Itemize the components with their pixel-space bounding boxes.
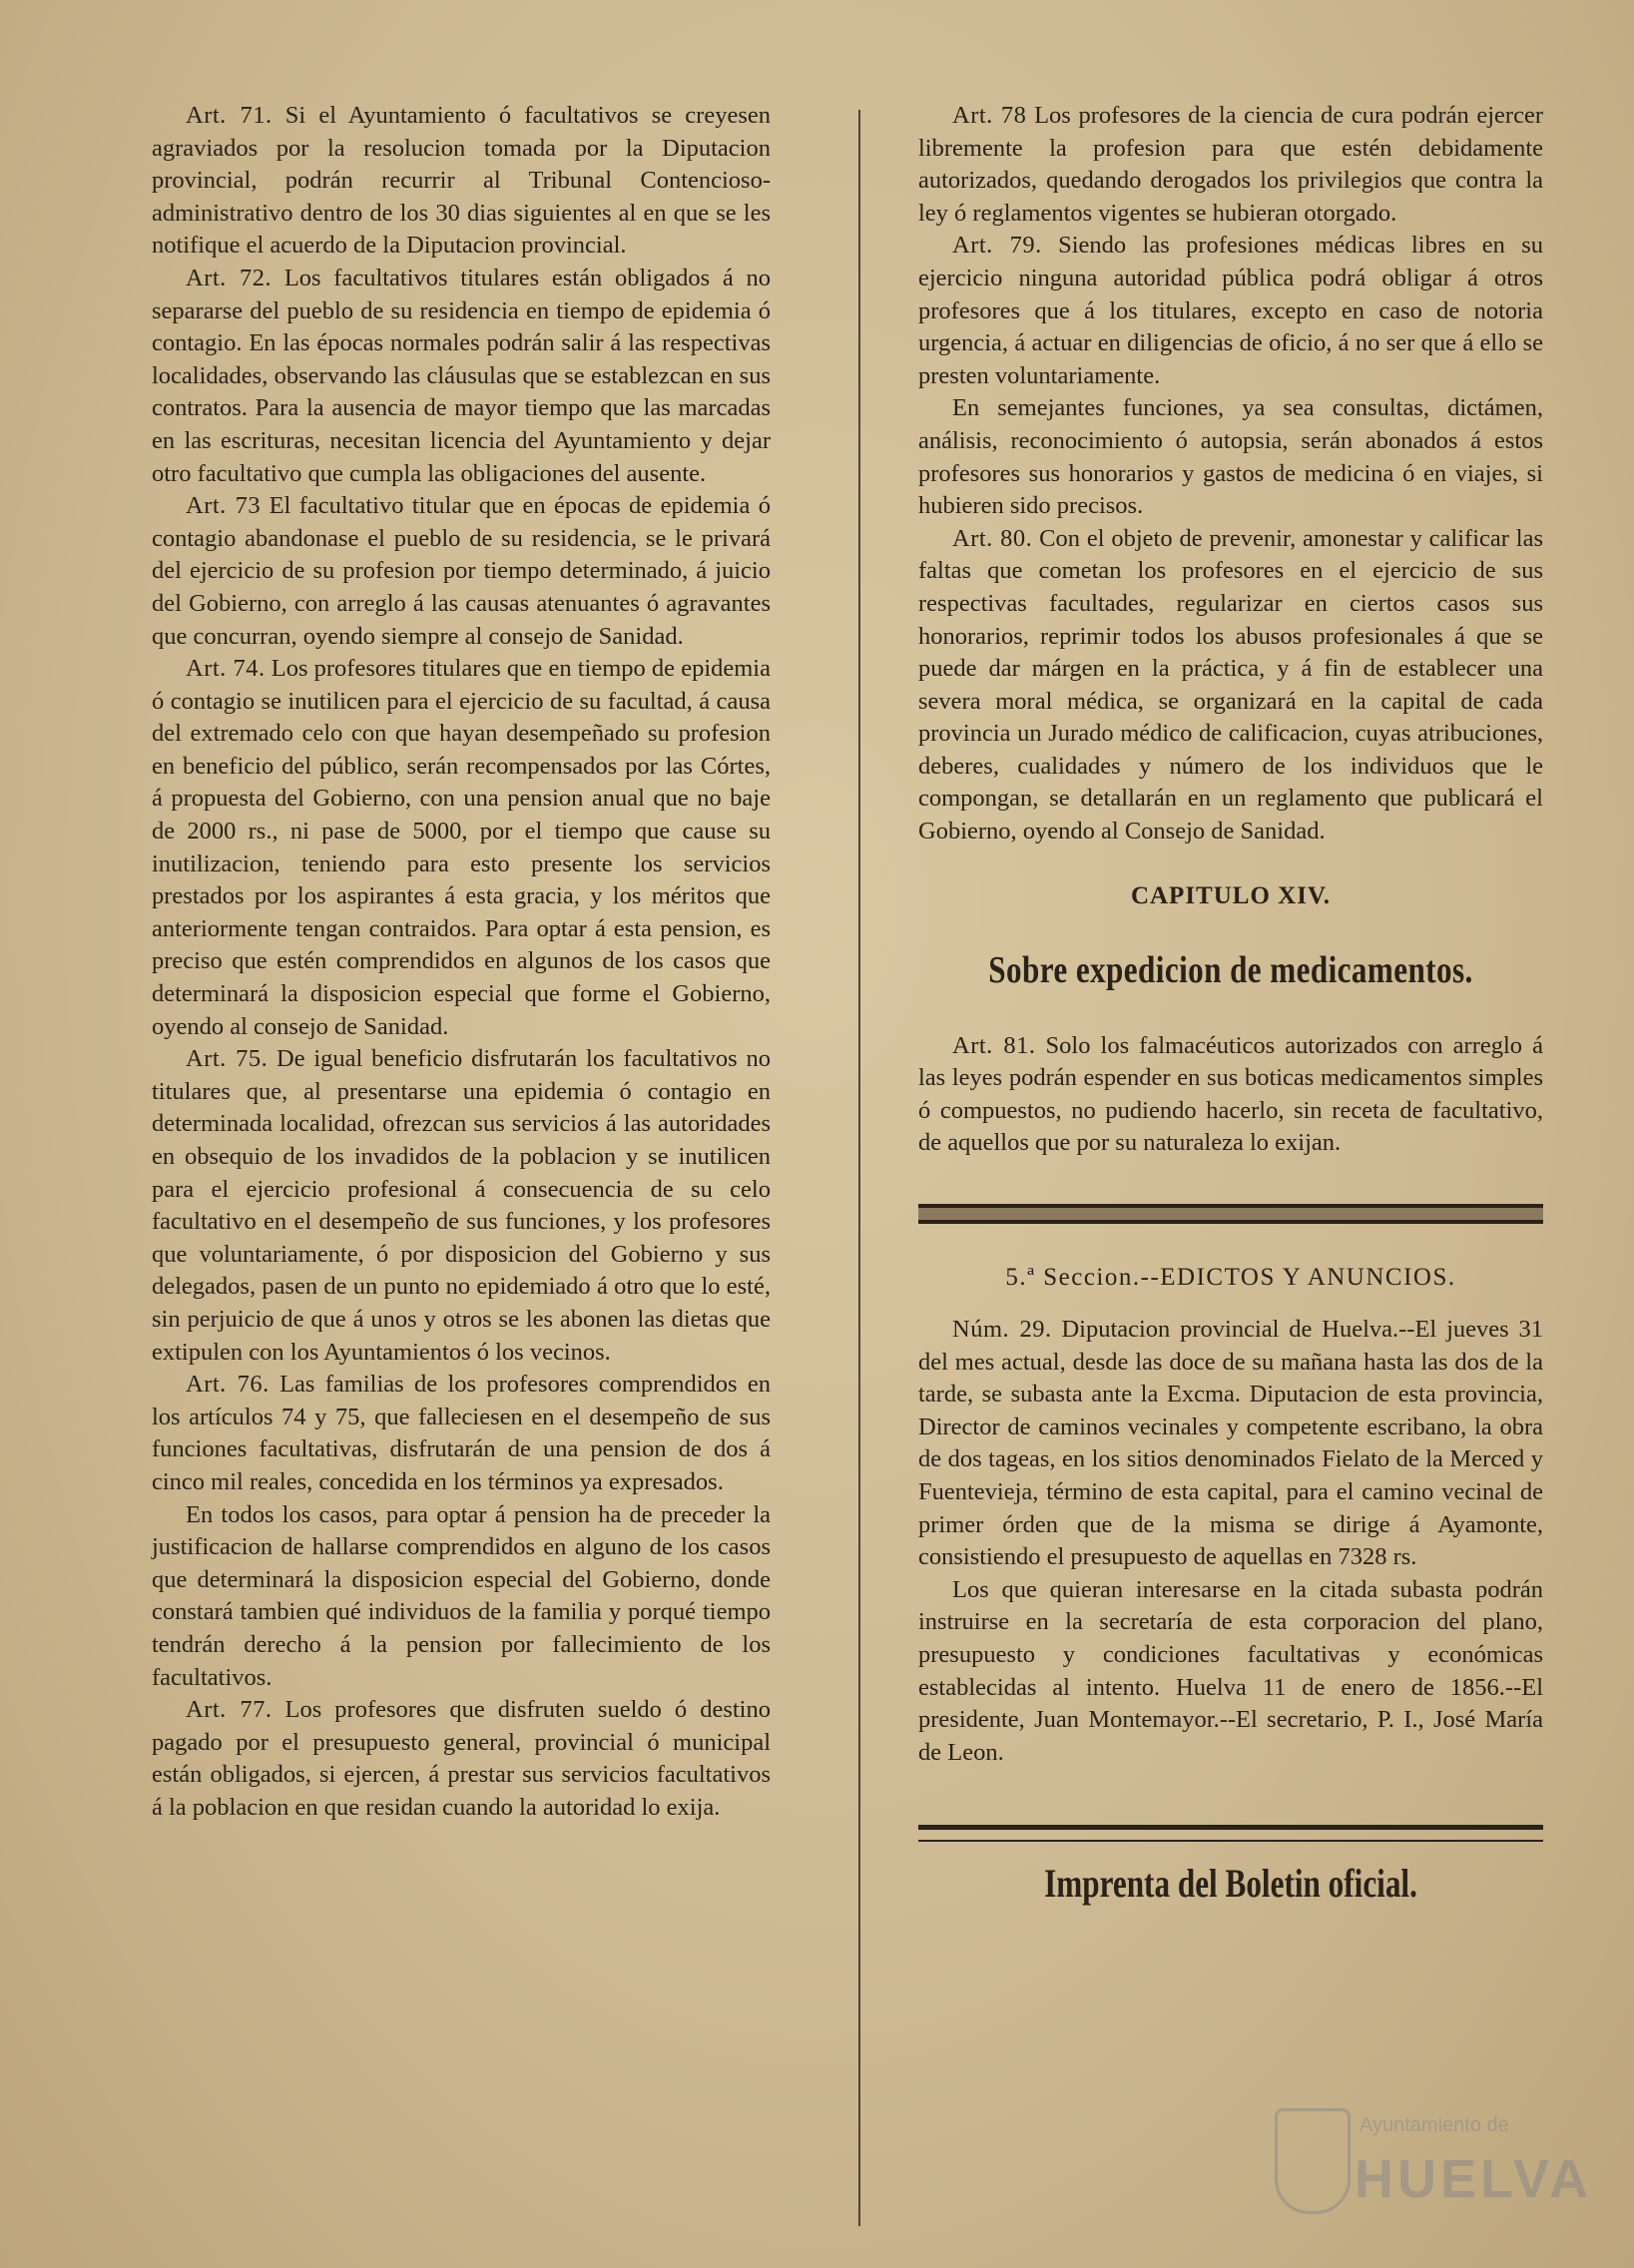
watermark-small-text: Ayuntamiento de	[1360, 2114, 1509, 2136]
article-74: Art. 74. Los profesores titulares que en tiempo de epidemia ó contagio se inutilicen para el ejercicio de su facultad, á causa del extremado celo con que hayan desempeñado su profesion en beneficio del público, serán recompensados por las Córtes, á propuesta del Gobierno, con una pension anual que no baje de 2000 rs., ni pase de 5000, por el tiempo que cause su inutilizacion, teniendo para esto presente los servicios prestados por los aspirantes á esta gracia, y los méritos que anteriormente tengan contraidos. Para optar á esta pension, es preciso que estén comprendidos en algunos de los casos que determinará la disposicion especial que forme el Gobierno, oyendo al consejo de Sanidad.	[152, 655, 771, 1040]
article-77: Art. 77. Los profesores que disfruten sueldo ó destino pagado por el presupuesto general, provincial ó municipal están obligados, si ejercen, á prestar sus servicios facultativos á la poblacion en que residan cuando la autoridad lo exija.	[152, 1696, 771, 1821]
article-80: Art. 80. Con el objeto de prevenir, amonestar y calificar las faltas que cometan los profesores en el ejercicio de sus respectivas facultades, regularizar en ciertos casos sus honorarios, reprimir todos los abusos profesionales á que se puede dar márgen en la práctica, y á fin de establecer una severa moral médica, se organizará en la capital de cada provincia un Jurado médico de calificacion, cuyas atribuciones, deberes, cualidades y número de los individuos que le compongan, se detallarán en un reglamento que publicará el Gobierno, oyendo al Consejo de Sanidad.	[918, 524, 1543, 846]
right-column	[918, 100, 1543, 1907]
article-75: Art. 75. De igual beneficio disfrutarán los facultativos no titulares que, al presentarse una epidemia ó contagio en determinada localidad, ofrezcan sus servicios á las autoridades en obsequio de los invadidos de la poblacion y se inutilicen para el ejercicio profesional á consecuencia de su celo facultativo en el desempeño de sus funciones, y los profesores que voluntariamente, ó por disposicion del Gobierno y sus delegados, pasen de un punto no epidemiado á otro que lo esté, sin perjuicio de que á unos y otros se les abonen las dietas que extipulen con los Ayuntamientos ó los vecinos.	[152, 1045, 771, 1366]
article-79: Art. 79. Siendo las profesiones médicas libres en su ejercicio ninguna autoridad pública podrá obligar á otros profesores que á los titulares, excepto en caso de notoria urgencia, á actuar en diligencias de oficio, á no ser que á ello se presten voluntariamente.	[918, 232, 1543, 389]
article-78: Art. 78 Los profesores de la ciencia de cura podrán ejercer libremente la profesion para que estén debidamente autorizados, quedando derogados los privilegios que contra la ley ó reglamentos vigentes se hubieran otorgado.	[918, 102, 1543, 227]
left-column	[152, 100, 771, 1824]
section-heading: 5.ª Seccion.--EDICTOS Y ANUNCIOS.	[1005, 1264, 1456, 1292]
chapter-title: Sobre expedicion de medicamentos.	[988, 948, 1473, 991]
article-76-continued: En todos los casos, para optar á pension ha de preceder la justificacion de hallarse comprendidos en alguno de los casos que determinará la disposicion especial del Gobierno, donde constará tambien qué individuos de la familia y porqué tiempo tendrán derecho á la pension por fallecimiento de los facultativos.	[152, 1500, 771, 1691]
article-79-continued: En semejantes funciones, ya sea consultas, dictámen, análisis, reconocimiento ó autopsia, serán abonados á estos profesores sus honorarios y gastos de medicina ó en viajes, si hubieren sido precisos.	[918, 394, 1543, 520]
watermark-big-text: HUELVA	[1355, 2149, 1592, 2209]
article-76: Art. 76. Las familias de los profesores comprendidos en los artículos 74 y 75, que falleciesen en el desempeño de sus funciones facultativas, disfrutarán de una pension de dos á cinco mil reales, concedida en los términos ya expresados.	[152, 1371, 771, 1495]
column-divider	[858, 110, 860, 2226]
imprint-line: Imprenta del Boletin oficial.	[1044, 1861, 1417, 1907]
article-73: Art. 73 El facultativo titular que en épocas de epidemia ó contagio abandonase el pueblo de su residencia, se le privará del ejercicio de su profesion por tiempo determinado, á juicio del Gobierno, con arreglo á las causas atenuantes ó agravantes que concurran, oyendo siempre al consejo de Sanidad.	[152, 492, 771, 650]
chapter-number: CAPITULO XIV.	[1130, 881, 1332, 909]
archive-watermark	[1275, 2098, 1592, 2228]
section-divider	[918, 1204, 1543, 1224]
footer-divider	[918, 1825, 1543, 1842]
article-72: Art. 72. Los facultativos titulares están obligados á no separarse del pueblo de su residencia en tiempo de epidemia ó contagio. En las épocas normales podrán salir á las respectivas localidades, observando las cláusulas que se establezcan en sus contratos. Para la ausencia de mayor tiempo que las marcadas en las escrituras, necesitan licencia del Ayuntamiento y dejar otro facultativo que cumpla las obligaciones del ausente.	[152, 264, 771, 487]
edict-29-continued: Los que quieran interesarse en la citada subasta podrán instruirse en la secretaría de esta corporacion del plano, presupuesto y condiciones facultativas y económicas establecidas al intento. Huelva 11 de enero de 1856.--El presidente, Juan Montemayor.--El secretario, P. I., José María de Leon.	[918, 1575, 1543, 1766]
edict-29: Núm. 29. Diputacion provincial de Huelva.--El jueves 31 del mes actual, desde las doce de su mañana hasta las dos de la tarde, se subasta ante la Excma. Diputacion de esta provincia, Director de caminos vecinales y competente escribano, la obra de dos tageas, en los sitios denominados Fielato de la Merced y Fuentevieja, término de esta capital, para el camino vecinal de primer órden que de la misma se dirige á Ayamonte, consistiendo el presupuesto de aquellas en 7328 rs.	[918, 1316, 1544, 1571]
article-71: Art. 71. Si el Ayuntamiento ó facultativos se creyesen agraviados por la resolucion tomada por la Diputacion provincial, podrán recurrir al Tribunal Contencioso-administrativo dentro de los 30 dias siguientes al en que se les notifique el acuerdo de la Diputacion provincial.	[152, 102, 771, 260]
article-81: Art. 81. Solo los falmacéuticos autorizados con arreglo á las leyes podrán espender en sus boticas medicamentos simples ó compuestos, no pudiendo hacerlo, sin receta de facultativo, de aquellos que por su naturaleza lo exijan.	[918, 1031, 1543, 1157]
coat-of-arms-icon	[1275, 2108, 1351, 2214]
